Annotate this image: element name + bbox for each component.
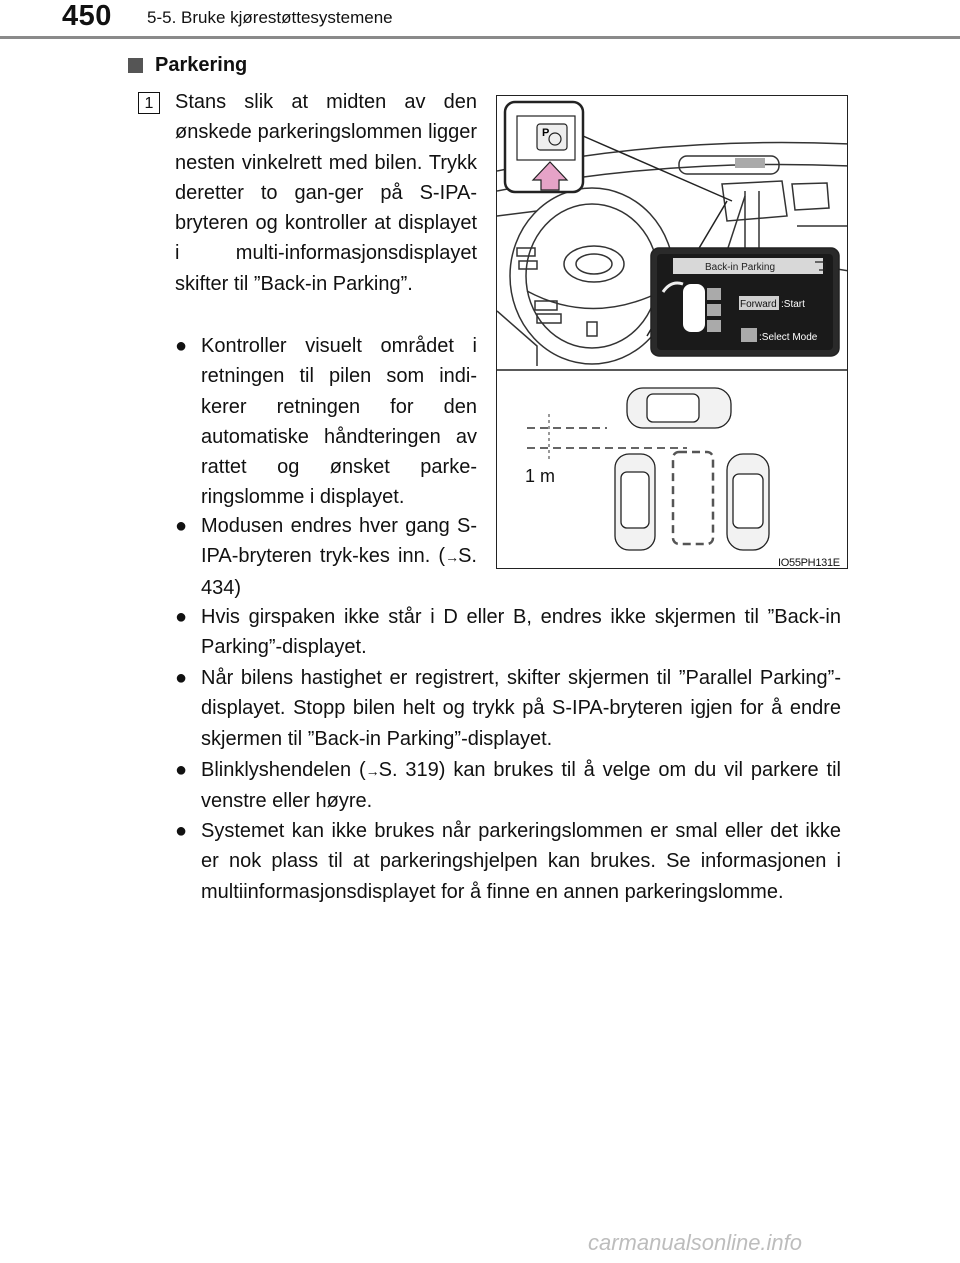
bullet-icon: ●	[175, 515, 188, 537]
step-text: Stans slik at midten av den ønskede parkeringslommen ligger nesten vinkelrett med bilen. Trykk deretter to gan-ger på S-IPA-bryteren og kontroller at displayet i multi-informasjonsdisplayet skifter til ”Back-in Parking”.	[175, 91, 477, 295]
bullet-text-part: )	[234, 576, 242, 599]
parking-space-outline	[673, 452, 713, 544]
arrow-icon: →	[365, 763, 379, 779]
list-item	[175, 816, 841, 907]
parking-scene	[615, 388, 769, 550]
page-reference-link[interactable]: S. 434	[201, 545, 477, 599]
bullet-text	[201, 755, 841, 817]
square-bullet-icon	[128, 58, 143, 73]
illustration-drawing	[497, 96, 848, 569]
section-title: 5-5. Bruke kjørestøttesystemene	[147, 8, 393, 27]
page-reference-link[interactable]: S. 319	[378, 759, 439, 781]
bullet-text-part: Modusen endres hver gang S-IPA-bryteren tryk-kes inn. (	[201, 515, 477, 568]
list-item	[175, 663, 841, 754]
forward-label: Forward	[740, 299, 777, 310]
list-item	[175, 755, 841, 817]
arrow-icon: →	[445, 549, 459, 566]
distance-label: 1 m	[525, 466, 556, 486]
bullet-icon: ●	[175, 606, 188, 628]
bullet-icon: ●	[175, 335, 188, 357]
subsection-heading	[128, 54, 247, 77]
bullet-text: Hvis girspaken ikke står i D eller B, endres ikke skjermen til ”Back-in Parking”-displayet.	[201, 606, 841, 659]
step-number: 1	[138, 92, 160, 114]
bullet-icon: ●	[175, 759, 188, 781]
list-item	[175, 602, 841, 663]
switch-letter: P	[542, 127, 550, 139]
start-label: :Start	[781, 299, 805, 310]
bullet-text: Kontroller visuelt området i retningen til pilen som indi-kerer retningen for den automatiske håndteringen av rattet og ønsket parke-ringslomme i displayet.	[201, 335, 477, 509]
page-number: 450	[62, 0, 112, 32]
bullet-text: Når bilens hastighet er registrert, skifter skjermen til ”Parallel Parking”-displayet. Stopp bilen helt og trykk på S-IPA-bryteren igjen for å endre skjermen til ”Back-in Parking”-displayet.	[201, 667, 841, 750]
bullet-icon: ●	[175, 667, 188, 689]
bullet-icon: ●	[175, 820, 188, 842]
parking-illustration	[496, 95, 848, 569]
bullet-text: Systemet kan ikke brukes når parkeringslommen er smal eller det ikke er nok plass til at parkeringshjelpen kan brukes. Se informasjonen i multiinformasjonsdisplayet for å finne en annen parkeringslomme.	[201, 820, 841, 903]
list-item	[175, 511, 477, 603]
page-header	[0, 0, 960, 40]
bullet-text-part: ) kan brukes til å velge om du vil parkere til venstre eller høyre.	[201, 759, 841, 813]
screen-title: Back-in Parking	[705, 262, 776, 273]
list-item	[175, 331, 477, 513]
header-divider	[0, 36, 960, 39]
bullet-text	[201, 511, 477, 603]
figure-code: IO55PH131E	[778, 557, 840, 569]
car-icon	[683, 284, 705, 332]
bullet-text-part: Blinklyshendelen (	[201, 759, 366, 781]
heading-text: Parkering	[155, 54, 248, 76]
select-mode-label: :Select Mode	[759, 332, 818, 343]
watermark: carmanualsonline.info	[588, 1230, 803, 1255]
